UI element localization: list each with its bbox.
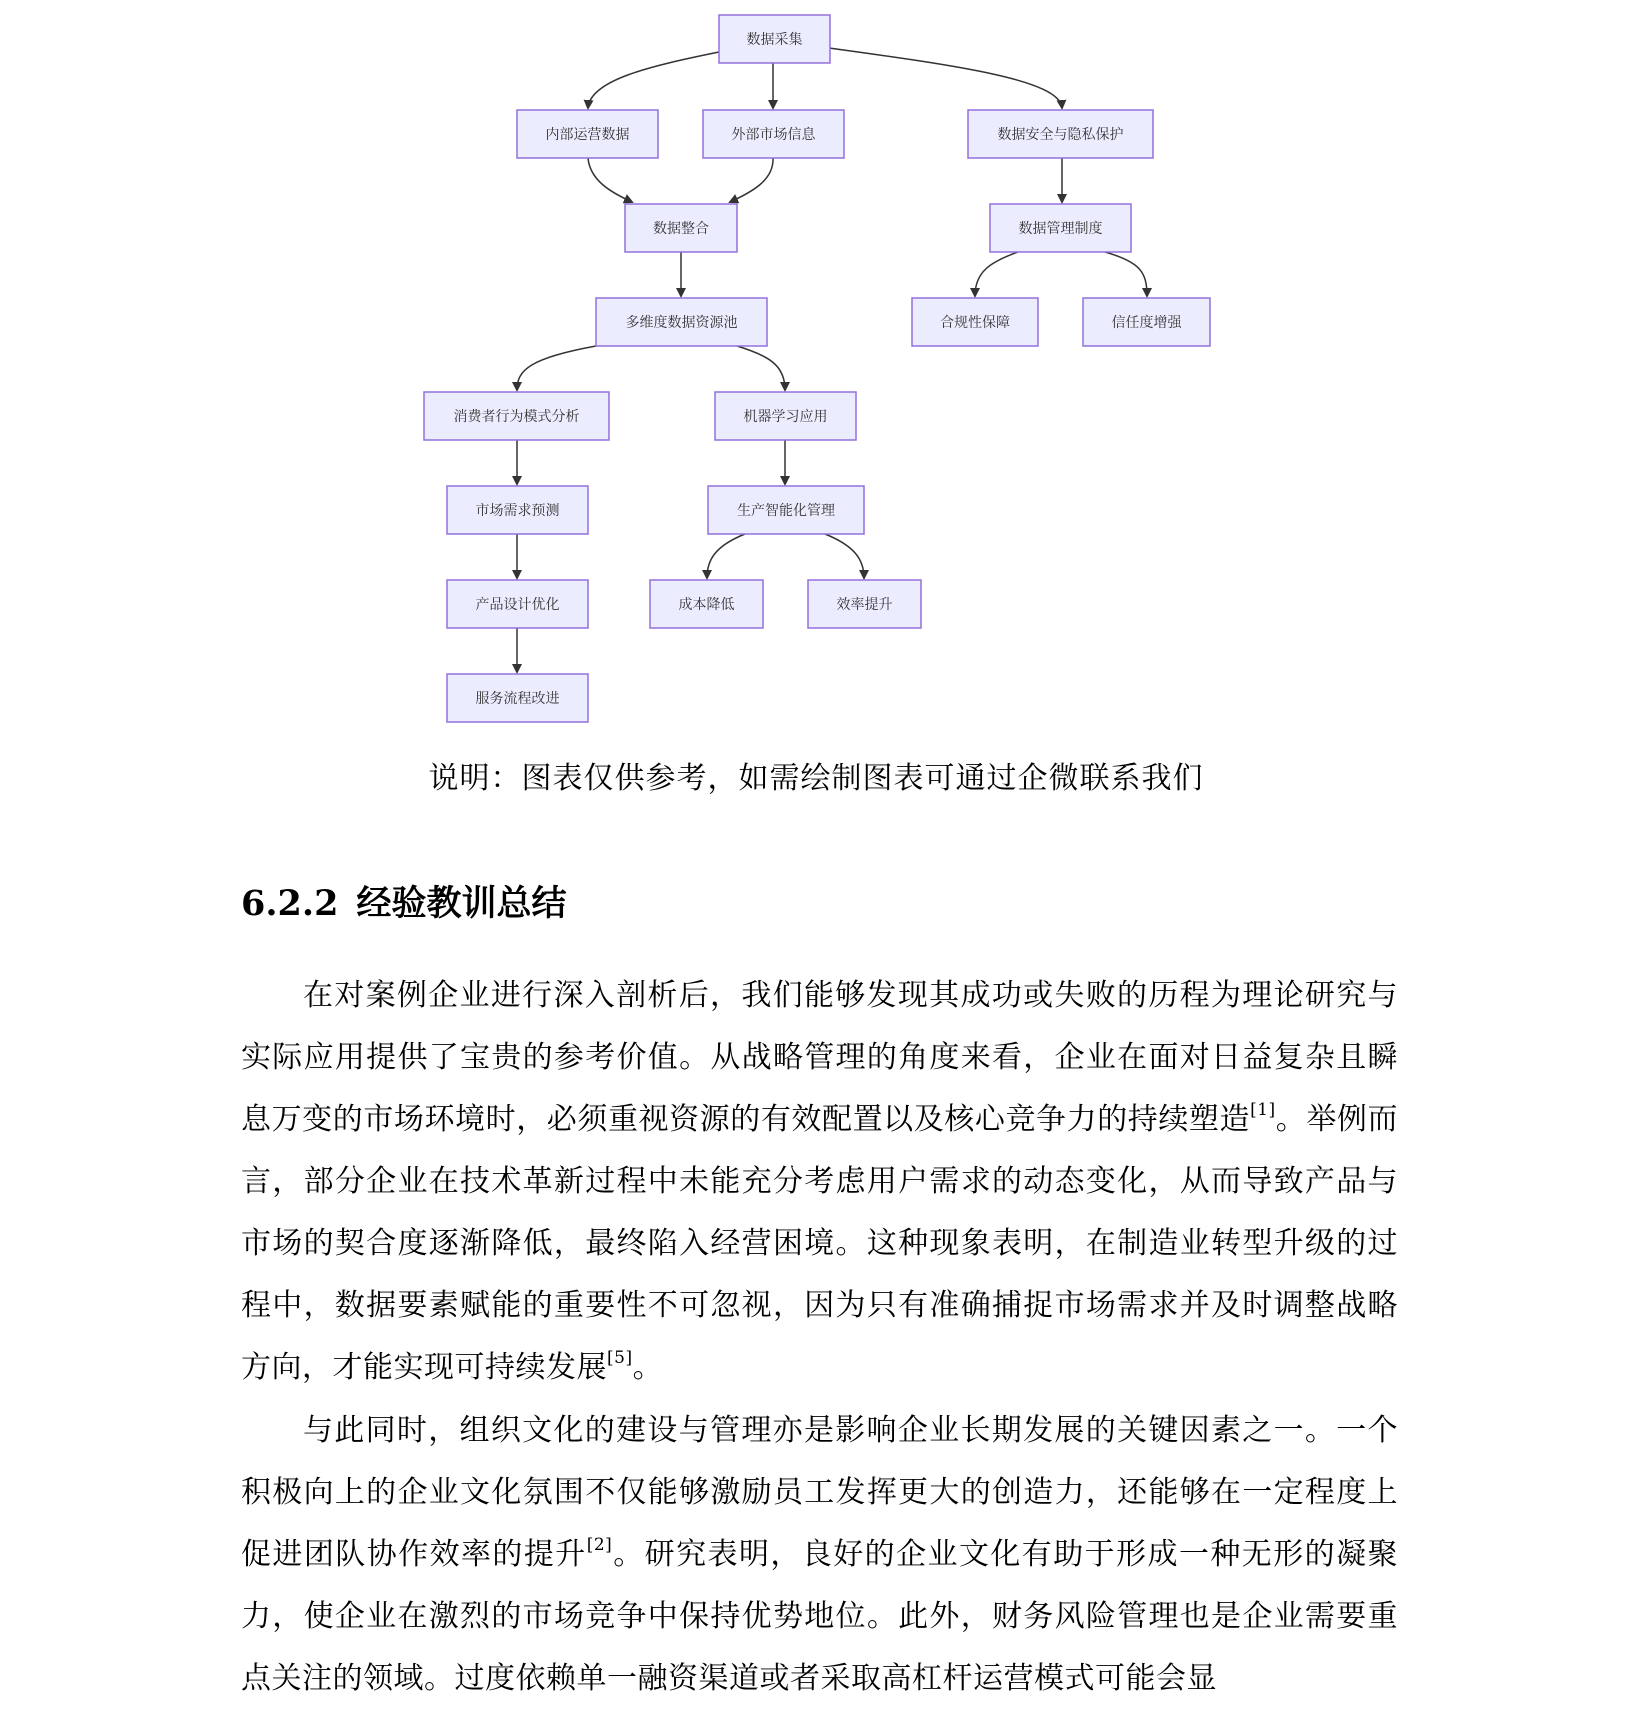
edge-production-to-cost bbox=[707, 534, 745, 578]
section-number: 6.2.2 bbox=[241, 883, 339, 924]
svg-text:多维度数据资源池: 多维度数据资源池 bbox=[625, 315, 738, 331]
svg-text:产品设计优化: 产品设计优化 bbox=[475, 597, 560, 613]
svg-text:数据管理制度: 数据管理制度 bbox=[1018, 221, 1103, 237]
svg-text:消费者行为模式分析: 消费者行为模式分析 bbox=[453, 409, 580, 425]
node-data-collection bbox=[719, 15, 830, 63]
node-smart-production-mgmt bbox=[708, 486, 864, 534]
node-efficiency-boost bbox=[808, 580, 921, 628]
section-title-text: 经验教训总结 bbox=[356, 883, 567, 924]
node-data-integration bbox=[625, 204, 737, 252]
node-ml-application bbox=[715, 392, 856, 440]
svg-text:数据安全与隐私保护: 数据安全与隐私保护 bbox=[997, 127, 1124, 143]
svg-text:合规性保障: 合规性保障 bbox=[940, 315, 1010, 331]
data-flowchart bbox=[0, 0, 1632, 740]
citation-ref[interactable]: [2] bbox=[586, 1535, 613, 1555]
svg-text:生产智能化管理: 生产智能化管理 bbox=[737, 503, 835, 519]
body-paragraph-2 bbox=[241, 1400, 1398, 1710]
svg-text:服务流程改进: 服务流程改进 bbox=[475, 691, 560, 707]
svg-text:外部市场信息: 外部市场信息 bbox=[731, 127, 816, 143]
paragraph-text: 。研究表明，良好的企业文化有助于形成一种无形的凝聚力，使企业在激烈的市场竞争中保持优势地位。此外，财务风险管理也是企业需要重点关注的领域。过度依赖单一融资渠道或者采取高杠杆运营模式可能会显 bbox=[241, 1537, 1399, 1696]
node-data-mgmt-system bbox=[990, 204, 1131, 252]
edge-collection-to-security bbox=[829, 48, 1062, 108]
node-consumer-behavior bbox=[424, 392, 609, 440]
edge-external-to-integration bbox=[730, 158, 773, 202]
citation-ref[interactable]: [1] bbox=[1250, 1100, 1276, 1120]
svg-text:效率提升: 效率提升 bbox=[836, 597, 893, 613]
edge-mgmt-to-trust bbox=[1105, 252, 1147, 296]
node-compliance bbox=[912, 298, 1038, 346]
svg-text:内部运营数据: 内部运营数据 bbox=[545, 127, 630, 143]
svg-text:数据采集: 数据采集 bbox=[746, 32, 803, 48]
node-cost-reduction bbox=[650, 580, 763, 628]
node-data-security-privacy bbox=[968, 110, 1153, 158]
figure-caption: 说明：图表仅供参考，如需绘制图表可通过企微联系我们 bbox=[428, 761, 1204, 796]
svg-text:成本降低: 成本降低 bbox=[678, 597, 735, 613]
body-paragraph-1 bbox=[241, 965, 1398, 1399]
edge-production-to-efficiency bbox=[825, 534, 864, 578]
svg-text:机器学习应用: 机器学习应用 bbox=[743, 409, 828, 425]
node-trust-enhance bbox=[1083, 298, 1210, 346]
paragraph-text: 。 bbox=[632, 1350, 664, 1385]
edge-pool-to-ml bbox=[737, 346, 785, 390]
node-market-demand-forecast bbox=[447, 486, 588, 534]
node-product-design-opt bbox=[447, 580, 588, 628]
citation-ref[interactable]: [5] bbox=[607, 1348, 633, 1368]
edge-internal-to-integration bbox=[588, 158, 632, 202]
edge-pool-to-consumer bbox=[517, 346, 596, 390]
paragraph-text: 。举例而言，部分企业在技术革新过程中未能充分考虑用户需求的动态变化，从而导致产品与市场的契合度逐渐降低，最终陷入经营困境。这种现象表明，在制造业转型升级的过程中，数据要素赋能的重要性不可忽视，因为只有准确捕捉市场需求并及时调整战略方向，才能实现可持续发展 bbox=[241, 1102, 1399, 1385]
node-internal-ops-data bbox=[517, 110, 658, 158]
node-multidim-resource-pool bbox=[596, 298, 767, 346]
edge-collection-to-internal bbox=[588, 52, 719, 108]
node-service-process-improve bbox=[447, 674, 588, 722]
svg-text:信任度增强: 信任度增强 bbox=[1111, 315, 1182, 331]
svg-text:市场需求预测: 市场需求预测 bbox=[475, 503, 560, 519]
paragraph-text: 与此同时，组织文化的建设与管理亦是影响企业长期发展的关键因素之一。一个积极向上的企业文化氛围不仅能够激励员工发挥更大的创造力，还能够在一定程度上促进团队协作效率的提升 bbox=[241, 1413, 1398, 1572]
node-external-market-info bbox=[703, 110, 844, 158]
paragraph-text: 在对案例企业进行深入剖析后，我们能够发现其成功或失败的历程为理论研究与实际应用提供了宝贵的参考价值。从战略管理的角度来看，企业在面对日益复杂且瞬息万变的市场环境时，必须重视资源的有效配置以及核心竞争力的持续塑造 bbox=[241, 978, 1398, 1137]
section-heading bbox=[241, 876, 566, 926]
edge-mgmt-to-compliance bbox=[975, 252, 1018, 296]
svg-text:数据整合: 数据整合 bbox=[653, 221, 709, 237]
